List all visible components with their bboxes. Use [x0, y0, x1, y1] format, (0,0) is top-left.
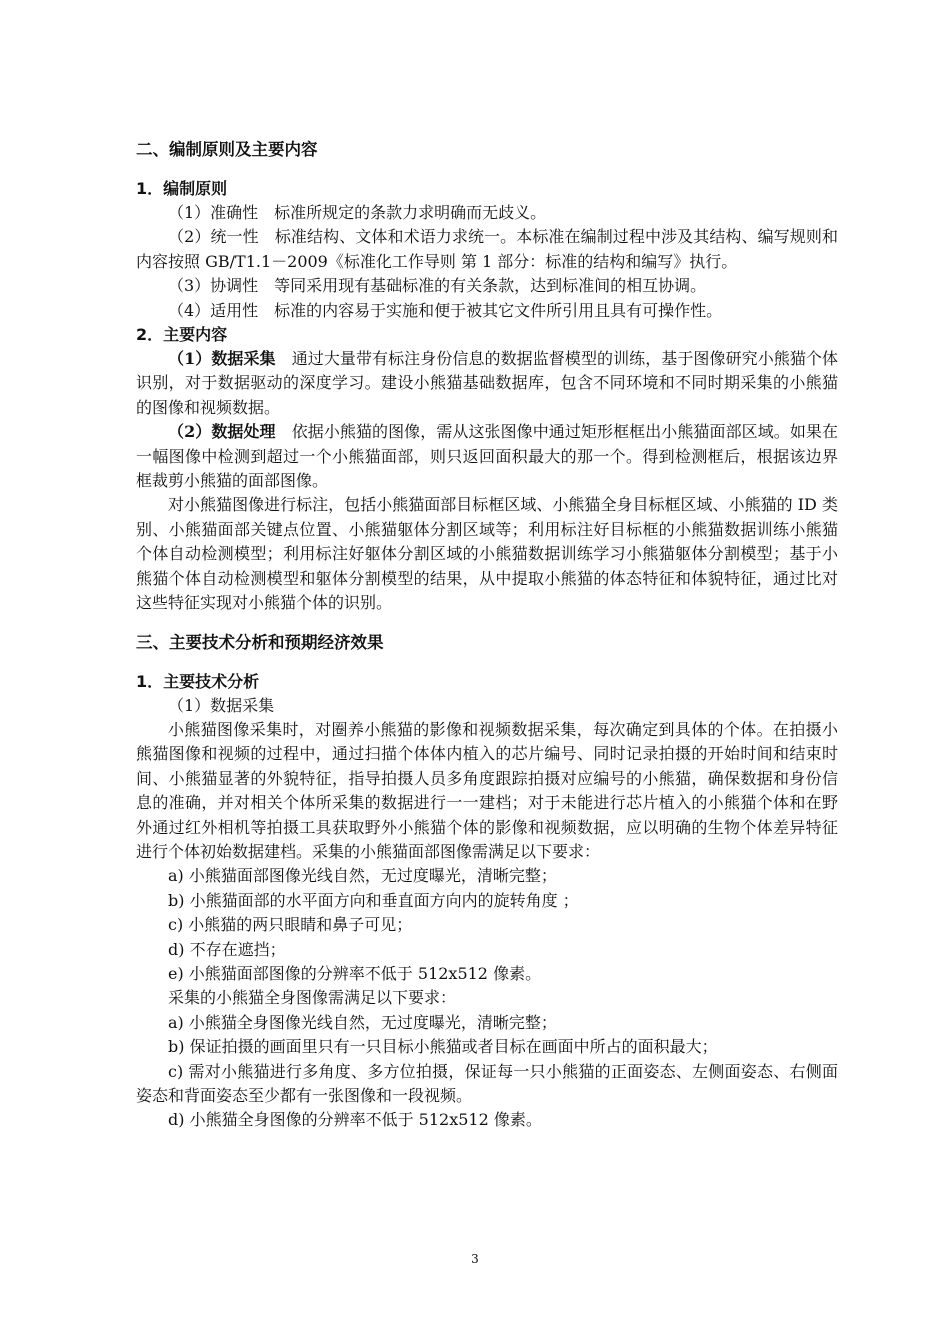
- principle-item: （1）准确性 标准所规定的条款力求明确而无歧义。: [168, 203, 547, 222]
- content-paragraph-data-processing: [136, 420, 838, 493]
- principle-item: （2）统一性 标准结构、文体和术语力求统一。本标准在编制过程中涉及其结构、编写规则和内容按照 GB/T1.1－2009《标准化工作导则 第 1 部分：标准的结构和编写》执行。: [136, 227, 838, 271]
- section-heading-3: 三、主要技术分析和预期经济效果: [136, 632, 384, 652]
- body-requirement: c) 需对小熊猫进行多角度、多方位拍摄，保证每一只小熊猫的正面姿态、左侧面姿态、右侧面姿态和背面姿态至少都有一张图像和一段视频。: [136, 1061, 838, 1105]
- face-requirement: c) 小熊猫的两只眼睛和鼻子可见；: [168, 915, 413, 935]
- content-paragraph-annotation: 对小熊猫图像进行标注，包括小熊猫面部目标框区域、小熊猫全身目标框区域、小熊猫的 ID 类别、小熊猫面部关键点位置、小熊猫躯体分割区域等；利用标注好目标框的小熊猫数据训练小熊猫个体自动检测模型；利用标注好躯体分割区域的小熊猫数据训练学习小熊猫躯体分割模型；基于小熊猫个体自动检测模型和躯体分割模型的结果，从中提取小熊猫的体态特征和体貌特征，通过比对这些特征实现对小熊猫个体的识别。: [136, 495, 838, 613]
- paragraph-text: 依据小熊猫的图像，需从这张图像中通过矩形框框出小熊猫面部区域。如果在一幅图像中检测到超过一个小熊猫面部，则只返回面积最大的那一个。得到检测框后，根据该边界框裁剪小熊猫的面部图像。: [136, 422, 838, 491]
- paragraph-label: （1）数据采集: [168, 349, 276, 369]
- body-requirements-intro: 采集的小熊猫全身图像需满足以下要求：: [168, 988, 457, 1008]
- paragraph-text: 通过大量带有标注身份信息的数据监督模型的训练，基于图像研究小熊猫个体识别，对于数据驱动的深度学习。建设小熊猫基础数据库，包含不同环境和不同时期采集的小熊猫的图像和视频数据。: [136, 349, 838, 417]
- paragraph-label: （2）数据处理: [168, 422, 276, 442]
- body-requirement: b) 保证拍摄的画面里只有一只目标小熊猫或者目标在画面中所占的面积最大；: [168, 1037, 718, 1057]
- subsection-heading-content: 2．主要内容: [136, 325, 228, 345]
- face-requirement: e) 小熊猫面部图像的分辨率不低于 512x512 像素。: [168, 963, 542, 983]
- subsection-heading-principles: 1．编制原则: [136, 179, 228, 198]
- document-page: [136, 138, 838, 1133]
- section-heading-2: 二、编制原则及主要内容: [136, 140, 318, 159]
- page-number: 3: [471, 1252, 479, 1266]
- principle-item: （4）适用性 标准的内容易于实施和便于被其它文件所引用且具有可操作性。: [168, 300, 723, 320]
- principle-item: （3）协调性 等同采用现有基础标准的有关条款，达到标准间的相互协调。: [168, 276, 707, 296]
- tech-paragraph: 小熊猫图像采集时，对圈养小熊猫的影像和视频数据采集，每次确定到具体的个体。在拍摄小熊猫图像和视频的过程中，通过扫描个体体内植入的芯片编号、同时记录拍摄的开始时间和结束时间、小熊猫显著的外貌特征，指导拍摄人员多角度跟踪拍摄对应编号的小熊猫，确保数据和身份信息的准确，并对相关个体所采集的数据进行一一建档；对于未能进行芯片植入的小熊猫个体和在野外通过红外相机等拍摄工具获取野外小熊猫个体的影像和视频数据，应以明确的生物个体差异特征进行个体初始数据建档。采集的小熊猫面部图像需满足以下要求：: [136, 719, 838, 861]
- tech-item-heading: （1）数据采集: [168, 695, 275, 715]
- body-requirement: d) 小熊猫全身图像的分辨率不低于 512x512 像素。: [168, 1110, 542, 1130]
- face-requirement: a) 小熊猫面部图像光线自然，无过度曝光，清晰完整；: [168, 866, 557, 886]
- face-requirement: d) 不存在遮挡；: [168, 939, 286, 959]
- face-requirement: b) 小熊猫面部的水平面方向和垂直面方向内的旋转角度 ；: [168, 890, 579, 910]
- body-requirement: a) 小熊猫全身图像光线自然，无过度曝光，清晰完整；: [168, 1012, 557, 1032]
- subsection-heading-tech-analysis: 1．主要技术分析: [136, 671, 260, 691]
- content-paragraph-data-collection: [136, 347, 838, 420]
